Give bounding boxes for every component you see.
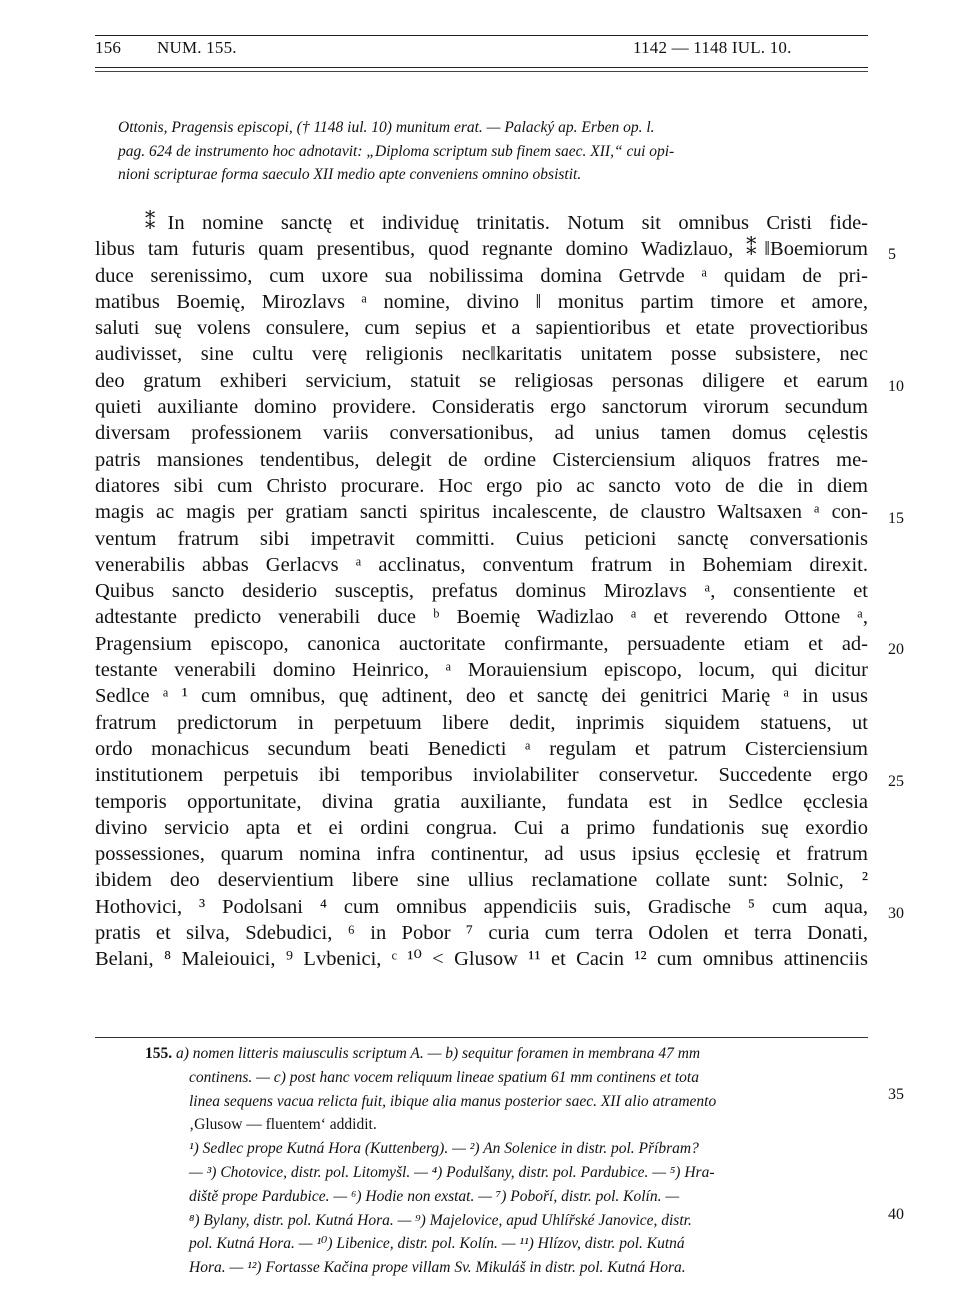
text-line: diversam professionem variis conversationibus, ad unius tamen domus cęlestis — [95, 422, 868, 445]
footnote-line: Hora. — ¹²) Fortasse Kačina prope villam Sv. Mikuláš in distr. pol. Kutná Hora. — [189, 1259, 686, 1277]
line-number: 40 — [888, 1206, 904, 1223]
text-line: libus tam futuris quam presentibus, quod regnante domino Wadizlauo, ⁑‖Boemiorum — [95, 238, 868, 261]
text-line: matibus Boemię, Mirozlavs ᵃ nomine, divino ‖ monitus partim timore et amore, — [95, 290, 868, 313]
footnote-line: continens. — c) post hanc vocem reliquum lineae spatium 61 mm continens et tota — [189, 1068, 699, 1086]
page-number: 156 — [95, 38, 122, 57]
text-line: ventum fratrum sibi impetravit committi. Cuius peticioni sanctę conversationis — [95, 527, 868, 550]
text-line: saluti suę volens consulere, cum sepius et a sapientioribus et etate provectioribus — [95, 317, 868, 340]
header-rule — [95, 67, 868, 68]
document-date: 1142 — 1148 IUL. 10. — [633, 38, 792, 57]
line-number: 20 — [888, 641, 904, 658]
text-line: Hothovici, ³ Podolsani ⁴ cum omnibus appendiciis suis, Gradische ⁵ cum aqua, — [95, 895, 868, 918]
text-line: testante venerabili domino Heinrico, ᵃ Morauiensium episcopo, locum, qui dicitur — [95, 659, 868, 682]
intro-note — [118, 116, 868, 187]
text-line: Pragensium episcopo, canonica auctoritate confirmante, persuadente etiam et ad- — [95, 632, 868, 655]
footnote-line: ⁸) Bylany, distr. pol. Kutná Hora. — ⁹) Majelovice, apud Uhlířské Janovice, distr. — [189, 1211, 692, 1229]
text-line: ibidem deo deservientium libere sine ullius reclamatione collate sunt: Solnic, ² — [95, 869, 868, 892]
header-rule-thin — [95, 71, 868, 72]
footnote-line: ¹) Sedlec prope Kutná Hora (Kuttenberg). — ²) An Solenice in distr. pol. Příbram? — [189, 1140, 699, 1158]
text-line: ordo monachicus secundum beati Benedicti ᵃ regulam et patrum Cisterciensium — [95, 737, 868, 760]
footnote-line: diště prope Pardubice. — ⁶) Hodie non exstat. — ⁷) Poboří, distr. pol. Kolín. — — [189, 1187, 680, 1205]
line-number: 25 — [888, 773, 904, 790]
line-number: 10 — [888, 378, 904, 395]
intro-line: Ottonis, Pragensis episcopi, († 1148 iul. 10) munitum erat. — Palacký ap. Erben op. l. — [118, 119, 655, 136]
footnote-rule — [95, 1037, 868, 1038]
page-header — [95, 38, 868, 64]
header-top-rule — [95, 35, 868, 36]
text-line: fratrum predictorum in perpetuum libere dedit, inprimis siquidem statuens, ut — [95, 711, 868, 734]
text-line: pratis et silva, Sdebudici, ⁶ in Pobor ⁷ curia cum terra Odolen et terra Donati, — [95, 922, 868, 945]
charter-text — [95, 210, 868, 973]
text-line: quieti auxiliante domino providere. Consideratis ergo sanctorum virorum secundum — [95, 396, 868, 419]
text-line: Belani, ⁸ Maleiouici, ⁹ Lvbenici, ᶜ ¹⁰ < Glusow ¹¹ et Cacin ¹² cum omnibus attinenciis — [95, 948, 868, 971]
text-line: Quibus sancto desiderio susceptis, prefatus dominus Mirozlavs ᵃ, consentiente et — [95, 580, 868, 603]
intro-line: nioni scripturae forma saeculo XII medio apte conveniens omnino obsistit. — [118, 166, 582, 184]
text-line: adtestante predicto venerabili duce ᵇ Boemię Wadizlao ᵃ et reverendo Ottone ᵃ, — [95, 606, 868, 629]
line-number: 5 — [888, 246, 896, 263]
text-line: audivisset, sine cultu verę religionis nec‖karitatis unitatem posse subsistere, nec — [95, 343, 868, 366]
text-line: patris mansiones tendentibus, delegit de ordine Cisterciensium aliquos fratres me- — [95, 448, 868, 471]
line-number: 30 — [888, 905, 904, 922]
footnote-line — [95, 1042, 868, 1066]
text-line: diatores sibi cum Christo procurare. Hoc ergo pio ac sancto voto de die in diem — [95, 474, 868, 497]
text-line: ⁑In nomine sanctę et individuę trinitatis. Notum sit omnibus Cristi fide- — [145, 212, 868, 234]
line-number: 15 — [888, 510, 904, 527]
footnote-line: ‚Glusow — fluentem‘ addidit. — [189, 1116, 377, 1134]
text-line: divino servicio apta et ei ordini congrua. Cui a primo fundationis suę exordio — [95, 816, 868, 839]
line-number: 35 — [888, 1086, 904, 1103]
document-number: NUM. 155. — [157, 38, 237, 57]
text-line: duce serenissimo, cum uxore sua nobilissima domina Getrvde ᵃ quidam de pri- — [95, 264, 868, 287]
footnote-line: linea sequens vacua relicta fuit, ibique alia manus posterior saec. XII alio atramento — [189, 1092, 717, 1110]
intro-line: pag. 624 de instrumento hoc adnotavit: „Diploma scriptum sub finem saec. XII,“ cui opi- — [118, 142, 675, 160]
text-line: deo gratum exhiberi servicium, statuit se religiosas personas diligere et earum — [95, 369, 868, 392]
footnote-label: 155. — [145, 1045, 173, 1062]
footnote-line: pol. Kutná Hora. — ¹⁰) Libenice, distr. pol. Kolín. — ¹¹) Hlízov, distr. pol. Kutná — [189, 1235, 685, 1253]
text-line: magis ac magis per gratiam sancti spiritus incalescente, de claustro Waltsaxen ᵃ con- — [95, 501, 868, 524]
text-line: venerabilis abbas Gerlacvs ᵃ acclinatus, conventum fratrum in Bohemiam direxit. — [95, 553, 868, 576]
text-line: possessiones, quarum nomina infra continentur, ad usus ipsius ęcclesię et fratrum — [95, 843, 868, 866]
footnote-line: — ³) Chotovice, distr. pol. Litomyšl. — ⁴) Podulšany, distr. pol. Pardubice. — ⁵) Hra- — [189, 1163, 715, 1181]
text-line: institutionem perpetuis ibi temporibus inviolabiliter conservetur. Succedente ergo — [95, 764, 868, 787]
footnotes — [95, 1042, 868, 1280]
text-line: temporis opportunitate, divina gratia auxiliante, fundata est in Sedlce ęcclesia — [95, 790, 868, 813]
text-line: Sedlce ᵃ ¹ cum omnibus, quę adtinent, deo et sanctę dei genitrici Marię ᵃ in usus — [95, 685, 868, 708]
footnote-text: a) nomen litteris maiusculis scriptum A. — b) sequitur foramen in membrana 47 mm — [176, 1045, 701, 1062]
